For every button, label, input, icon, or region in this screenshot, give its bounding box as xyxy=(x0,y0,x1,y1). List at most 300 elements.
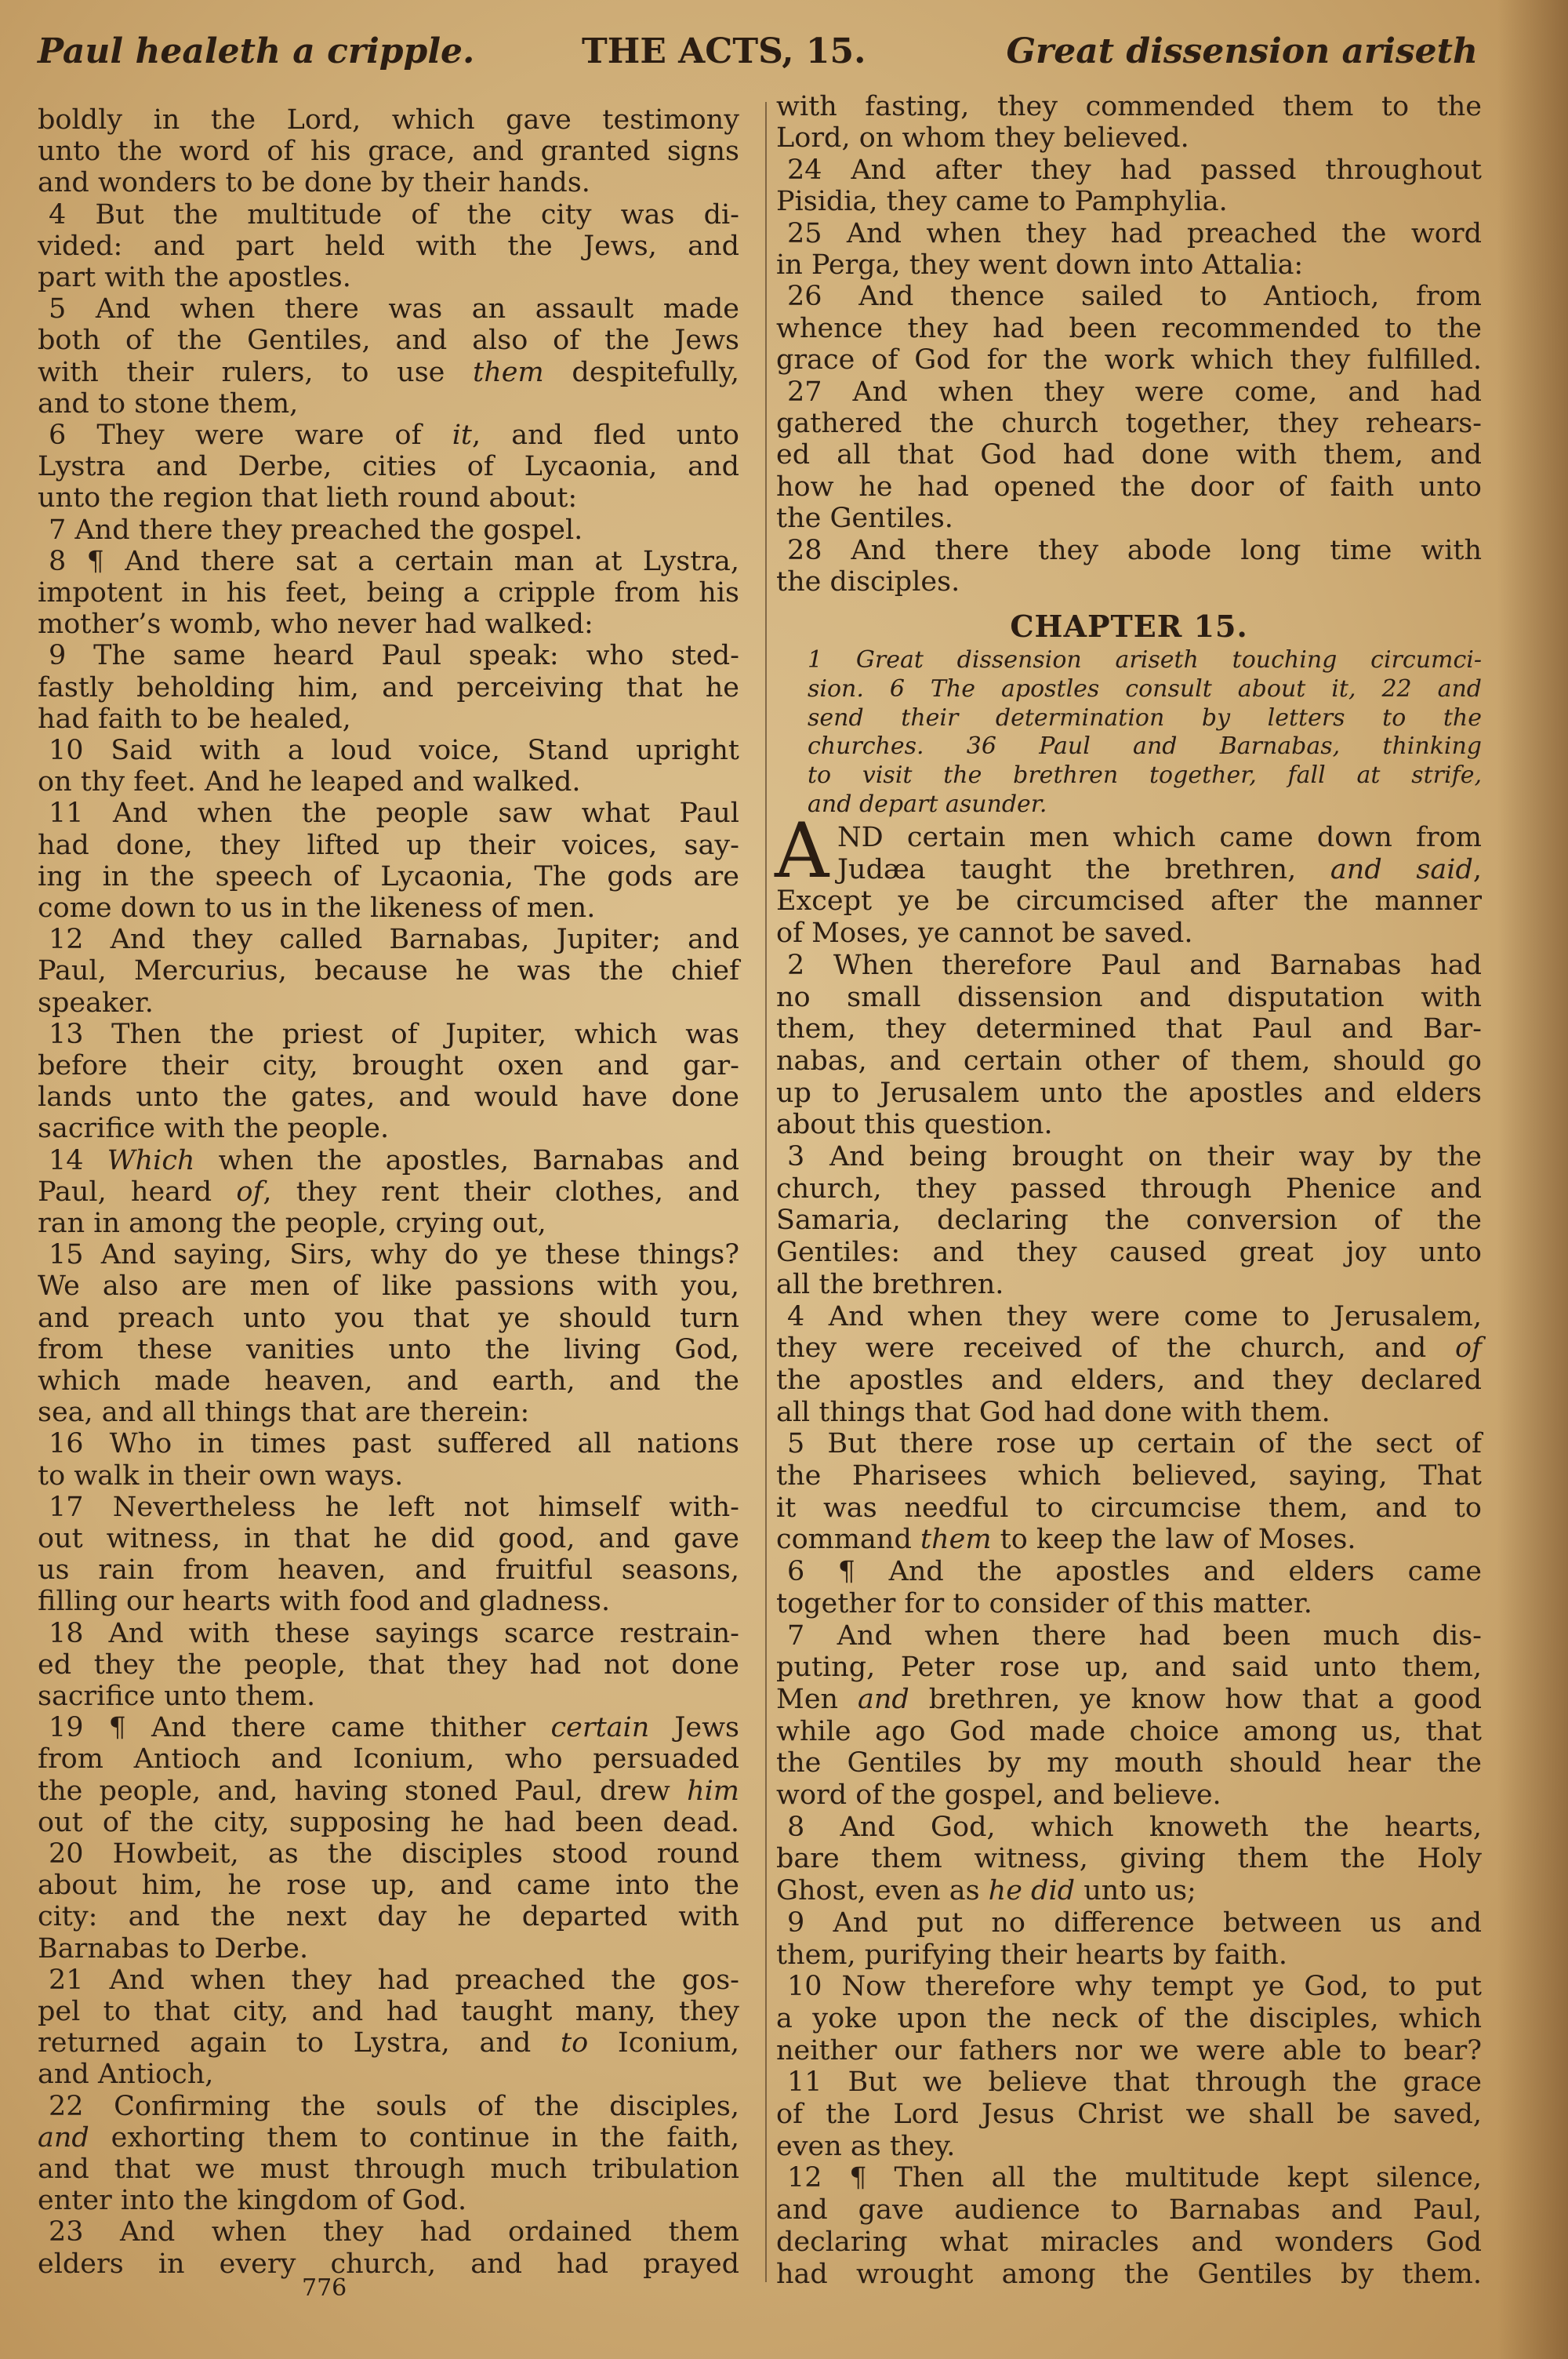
text-segment: bare them witness, giving them the Holy xyxy=(776,1843,1482,1875)
text-line xyxy=(38,1397,739,1428)
text-line xyxy=(776,2003,1482,2034)
text-line xyxy=(776,408,1482,439)
text-segment: Jews xyxy=(649,1712,739,1744)
text-line xyxy=(776,1397,1482,1428)
text-segment: sea, and all things that are therein: xyxy=(38,1397,530,1429)
text-line xyxy=(776,1141,1482,1172)
text-segment: Men xyxy=(776,1683,858,1715)
drop-cap: A xyxy=(775,807,829,895)
text-segment: and wonders to be done by their hands. xyxy=(38,167,590,199)
text-segment: a yoke upon the neck of the disciples, which xyxy=(776,2002,1482,2034)
text-line xyxy=(808,791,1482,822)
text-segment: the people, and, having stoned Paul, drew xyxy=(38,1775,688,1807)
text-line xyxy=(38,293,739,325)
text-segment: the Gentiles. xyxy=(776,503,953,535)
text-segment: mother’s womb, who never had walked: xyxy=(38,609,593,641)
text-segment: 27 And when they were come, and had xyxy=(787,376,1482,408)
text-line xyxy=(38,2122,739,2154)
text-segment: and depart asunder. xyxy=(808,791,1047,818)
text-line xyxy=(776,218,1482,249)
text-segment: word of the gospel, and believe. xyxy=(776,1779,1221,1811)
text-line xyxy=(776,122,1482,154)
text-segment: the Gentiles by my mouth should hear the xyxy=(776,1747,1482,1779)
text-line xyxy=(808,646,1482,678)
text-line xyxy=(38,546,739,577)
text-segment: come down to us in the likeness of men. xyxy=(38,892,596,924)
italic-text: him xyxy=(687,1775,739,1807)
text-segment: speaker. xyxy=(38,987,154,1019)
text-line xyxy=(776,566,1482,598)
text-segment: lands unto the gates, and would have done xyxy=(38,1081,739,1114)
text-line xyxy=(38,1933,739,1965)
text-line xyxy=(837,854,1482,885)
text-line xyxy=(38,1901,739,1932)
text-segment: sacrifice with the people. xyxy=(38,1113,390,1145)
text-segment: despitefully, xyxy=(543,356,740,388)
text-segment: in Perga, they went down into Attalia: xyxy=(776,249,1304,281)
text-segment: to visit the brethren together, fall at strife, xyxy=(808,761,1482,790)
text-line xyxy=(38,1334,739,1365)
text-line xyxy=(776,535,1482,566)
text-line xyxy=(776,376,1482,408)
text-line xyxy=(38,2027,739,2059)
text-segment: 7 And when there had been much dis- xyxy=(787,1619,1482,1652)
text-segment: 18 And with these sayings scarce restrain- xyxy=(49,1617,739,1649)
text-segment: had wrought among the Gentiles by them. xyxy=(776,2258,1482,2290)
text-line xyxy=(38,1270,739,1302)
text-line xyxy=(38,1365,739,1397)
text-segment: Gentiles: and they caused great joy unto xyxy=(776,1237,1482,1269)
text-segment: 24 And after they had passed throughout xyxy=(787,154,1482,186)
italic-text: them xyxy=(920,1524,992,1556)
text-segment: grace of God for the work which they fulfilled. xyxy=(776,344,1482,376)
text-line xyxy=(776,1556,1482,1587)
text-line xyxy=(38,672,739,703)
text-line xyxy=(38,735,739,766)
text-segment: about this question. xyxy=(776,1109,1053,1141)
text-segment: 7 And there they preached the gospel. xyxy=(49,514,583,546)
text-line xyxy=(38,1870,739,1901)
text-segment: ed all that God had done with them, and xyxy=(776,439,1482,471)
text-segment: whence they had been recommended to the xyxy=(776,312,1482,344)
column-divider xyxy=(765,102,767,2282)
text-segment: 20 Howbeit, as the disciples stood round xyxy=(49,1838,739,1870)
text-line xyxy=(837,822,1482,853)
text-segment: filling our hearts with food and gladness. xyxy=(38,1586,611,1618)
text-line xyxy=(808,675,1482,707)
text-line xyxy=(776,1301,1482,1332)
text-segment: had done, they lifted up their voices, say- xyxy=(38,829,739,861)
text-line xyxy=(776,1173,1482,1205)
text-segment: 10 Now therefore why tempt ye God, to put xyxy=(787,1971,1482,2003)
text-segment: command xyxy=(776,1524,920,1556)
text-line xyxy=(38,1996,739,2027)
text-line xyxy=(38,514,739,546)
chapter-heading: CHAPTER 15. xyxy=(1010,609,1248,644)
text-segment: when the apostles, Barnabas and xyxy=(194,1144,739,1176)
italic-text: to xyxy=(561,2027,589,2059)
italic-text: certain xyxy=(550,1712,650,1744)
text-line xyxy=(38,2091,739,2122)
text-line xyxy=(776,1365,1482,1396)
text-line xyxy=(776,186,1482,217)
text-segment: part with the apostles. xyxy=(38,262,351,293)
text-segment: unto us; xyxy=(1075,1875,1196,1907)
text-line xyxy=(776,1269,1482,1300)
text-line xyxy=(776,1779,1482,1811)
text-segment: Lystra and Derbe, cities of Lycaonia, and xyxy=(38,451,739,483)
text-line xyxy=(38,1554,739,1586)
text-segment: both of the Gentiles, and also of the Jews xyxy=(38,325,739,357)
text-line xyxy=(776,154,1482,186)
italic-text: Which xyxy=(107,1144,195,1176)
text-segment: sion. 6 The apostles consult about it, 22 and xyxy=(808,674,1482,703)
text-line xyxy=(38,325,739,356)
text-segment: from these vanities unto the living God, xyxy=(38,1333,739,1365)
text-segment: returned again to Lystra, and xyxy=(38,2027,561,2059)
text-segment: city: and the next day he departed with xyxy=(38,1901,739,1933)
text-line xyxy=(776,2099,1482,2130)
text-segment: Lord, on whom they believed. xyxy=(776,122,1189,154)
text-segment: the Pharisees which believed, saying, That xyxy=(776,1460,1482,1492)
text-segment: and gave audience to Barnabas and Paul, xyxy=(776,2194,1482,2226)
text-segment: together for to consider of this matter. xyxy=(776,1587,1312,1619)
text-segment: the apostles and elders, and they declared xyxy=(776,1364,1482,1396)
italic-text: it xyxy=(452,420,472,451)
text-segment: brethren, ye know how that a good xyxy=(909,1683,1483,1715)
text-line xyxy=(38,2154,739,2185)
text-segment: Pisidia, they came to Pamphylia. xyxy=(776,186,1228,218)
text-segment: us rain from heaven, and fruitful seasons, xyxy=(38,1554,739,1587)
text-segment: how he had opened the door of faith unto xyxy=(776,471,1482,503)
text-segment: elders in every church, and had prayed xyxy=(38,2248,739,2280)
text-line xyxy=(776,918,1482,949)
text-segment: it was needful to circumcise them, and to xyxy=(776,1492,1482,1524)
text-line xyxy=(38,1586,739,1617)
text-line xyxy=(38,2216,739,2248)
text-segment: impotent in his feet, being a cripple from his xyxy=(38,577,739,609)
text-line xyxy=(38,1776,739,1807)
text-segment: and Antioch, xyxy=(38,2059,214,2091)
text-line xyxy=(776,950,1482,981)
text-line xyxy=(38,420,739,451)
text-line xyxy=(38,577,739,609)
text-segment: 1 Great dissension ariseth touching circumci- xyxy=(808,646,1482,674)
text-line xyxy=(776,91,1482,122)
text-segment: out witness, in that he did good, and gave xyxy=(38,1523,739,1554)
text-line xyxy=(38,798,739,829)
text-segment: 28 And there they abode long time with xyxy=(787,534,1482,566)
text-segment: 9 The same heard Paul speak: who sted- xyxy=(49,640,739,672)
text-line xyxy=(776,249,1482,281)
text-line xyxy=(38,357,739,388)
text-segment: with their rulers, to use xyxy=(38,356,474,388)
text-line xyxy=(38,104,739,136)
text-segment: 17 Nevertheless he left not himself with- xyxy=(49,1491,739,1523)
text-line xyxy=(776,503,1482,534)
text-segment: exhorting them to continue in the faith, xyxy=(89,2121,739,2154)
text-segment: Iconium, xyxy=(588,2027,740,2059)
text-line xyxy=(38,2059,739,2090)
text-line xyxy=(776,1237,1482,1268)
italic-text: and xyxy=(38,2121,89,2154)
text-segment: out of the city, supposing he had been dead. xyxy=(38,1806,739,1838)
text-line xyxy=(38,1145,739,1176)
italic-text: and said xyxy=(1330,853,1473,885)
text-line xyxy=(776,1812,1482,1843)
text-line xyxy=(38,1050,739,1081)
text-line xyxy=(776,313,1482,344)
text-line xyxy=(38,609,739,640)
text-segment: and preach unto you that ye should turn xyxy=(38,1302,739,1334)
text-line xyxy=(38,861,739,892)
text-line xyxy=(38,892,739,924)
text-segment: 13 Then the priest of Jupiter, which was xyxy=(49,1018,739,1050)
text-line xyxy=(808,732,1482,764)
text-line xyxy=(776,1843,1482,1874)
text-segment: to keep the law of Moses. xyxy=(991,1524,1356,1556)
text-line xyxy=(38,199,739,231)
text-segment: and to stone them, xyxy=(38,387,299,420)
text-segment: with fasting, they commended them to the xyxy=(776,91,1482,122)
text-line xyxy=(776,1684,1482,1715)
text-segment: them, purifying their hearts by faith. xyxy=(776,1939,1288,1971)
text-segment: before their city, brought oxen and gar- xyxy=(38,1050,739,1081)
text-segment: , and fled unto xyxy=(471,420,739,451)
text-segment: sacrifice unto them. xyxy=(38,1681,316,1712)
text-line xyxy=(38,640,739,671)
text-line xyxy=(38,1492,739,1523)
text-line xyxy=(38,1460,739,1492)
text-line xyxy=(38,1081,739,1113)
text-segment: 16 Who in times past suffered all nations xyxy=(49,1428,739,1460)
text-segment: all the brethren. xyxy=(776,1268,1004,1300)
italic-text: of xyxy=(1454,1332,1482,1365)
text-line xyxy=(776,1652,1482,1683)
text-segment: church, they passed through Phenice and xyxy=(776,1172,1482,1205)
text-line xyxy=(776,1939,1482,1971)
text-segment: , xyxy=(1472,853,1482,885)
text-segment: even as they. xyxy=(776,2130,956,2162)
text-line xyxy=(808,761,1482,793)
italic-text: he did xyxy=(988,1875,1076,1907)
text-segment: ND certain men which came down from xyxy=(837,822,1482,853)
text-segment: 11 But we believe that through the grace xyxy=(787,2066,1482,2099)
text-segment: Samaria, declaring the conversion of the xyxy=(776,1205,1482,1237)
text-line xyxy=(776,1492,1482,1524)
text-line xyxy=(776,1524,1482,1555)
text-line xyxy=(38,167,739,198)
text-segment: they were received of the church, and xyxy=(776,1332,1455,1365)
text-line xyxy=(776,439,1482,471)
text-segment: which made heaven, and earth, and the xyxy=(38,1365,739,1397)
text-segment: 11 And when the people saw what Paul xyxy=(49,798,739,830)
text-line xyxy=(776,1620,1482,1652)
text-line xyxy=(38,1523,739,1554)
text-segment: 23 And when they had ordained them xyxy=(49,2216,739,2248)
text-segment: 6 ¶ And the apostles and elders came xyxy=(787,1556,1482,1588)
running-head-left: Paul healeth a cripple. xyxy=(38,31,475,71)
text-line xyxy=(38,1838,739,1870)
text-segment: puting, Peter rose up, and said unto them, xyxy=(776,1652,1482,1684)
text-line xyxy=(776,2226,1482,2258)
text-line xyxy=(776,2162,1482,2194)
text-line xyxy=(776,1332,1482,1364)
text-segment: Paul, heard xyxy=(38,1176,237,1208)
text-line xyxy=(776,1045,1482,1077)
text-line xyxy=(38,451,739,482)
text-segment: while ago God made choice among us, that xyxy=(776,1715,1482,1747)
text-line xyxy=(776,1588,1482,1619)
text-line xyxy=(38,136,739,167)
text-segment: 5 But there rose up certain of the sect of xyxy=(787,1428,1482,1460)
text-segment: 5 And when there was an assault made xyxy=(49,293,739,325)
page-number: 776 xyxy=(302,2274,347,2302)
text-segment: no small dissension and disputation with xyxy=(776,981,1482,1013)
text-segment: on thy feet. And he leaped and walked. xyxy=(38,766,581,798)
text-line xyxy=(776,2066,1482,2098)
text-segment: 14 xyxy=(49,1144,107,1176)
text-line xyxy=(38,388,739,420)
text-segment: 22 Confirming the souls of the disciples, xyxy=(49,2090,739,2122)
text-segment: unto the region that lieth round about: xyxy=(38,482,578,514)
text-line xyxy=(38,1303,739,1334)
text-line xyxy=(776,1205,1482,1236)
text-segment: 25 And when they had preached the word xyxy=(787,217,1482,249)
text-segment: declaring what miracles and wonders God xyxy=(776,2226,1482,2258)
text-segment: neither our fathers nor we were able to bear? xyxy=(776,2034,1482,2066)
text-line xyxy=(38,2248,739,2280)
text-line xyxy=(38,1208,739,1239)
text-line xyxy=(38,703,739,735)
text-line xyxy=(38,1807,739,1838)
italic-text: of xyxy=(236,1176,263,1208)
text-line xyxy=(38,955,739,987)
text-line xyxy=(776,1716,1482,1747)
text-segment: 8 ¶ And there sat a certain man at Lystra, xyxy=(49,545,739,577)
text-segment: about him, he rose up, and came into the xyxy=(38,1870,739,1902)
text-line xyxy=(38,482,739,514)
text-segment: up to Jerusalem unto the apostles and elders xyxy=(776,1077,1482,1109)
text-line xyxy=(38,1239,739,1270)
running-head-center: THE ACTS, 15. xyxy=(582,31,866,71)
text-segment: 15 And saying, Sirs, why do ye these things? xyxy=(49,1239,739,1271)
text-segment: 2 When therefore Paul and Barnabas had xyxy=(787,949,1482,981)
text-line xyxy=(776,1078,1482,1109)
text-segment: Judæa taught the brethren, xyxy=(837,853,1330,885)
text-line xyxy=(38,262,739,293)
text-line xyxy=(38,2185,739,2216)
text-line xyxy=(776,982,1482,1013)
text-line xyxy=(776,1109,1482,1140)
text-segment: Except ye be circumcised after the manner xyxy=(776,885,1482,918)
text-line xyxy=(776,1747,1482,1779)
text-line xyxy=(38,1649,739,1681)
running-head-right: Great dissension ariseth xyxy=(1006,31,1478,71)
text-segment: 10 Said with a loud voice, Stand upright xyxy=(49,735,739,766)
text-segment: from Antioch and Iconium, who persuaded xyxy=(38,1743,739,1776)
text-segment: and that we must through much tribulation xyxy=(38,2154,739,2185)
page-edge-shadow xyxy=(1497,0,1568,2359)
text-segment: of Moses, ye cannot be saved. xyxy=(776,918,1193,950)
text-line xyxy=(38,1428,739,1459)
text-segment: 8 And God, which knoweth the hearts, xyxy=(787,1811,1482,1843)
text-segment: 12 And they called Barnabas, Jupiter; and xyxy=(49,924,739,956)
text-segment: gathered the church together, they rehears- xyxy=(776,408,1482,439)
text-line xyxy=(38,1743,739,1775)
text-line xyxy=(38,1681,739,1712)
text-segment: ran in among the people, crying out, xyxy=(38,1208,546,1239)
text-line xyxy=(776,344,1482,376)
text-segment: pel to that city, and had taught many, they xyxy=(38,1996,739,2027)
text-segment: Paul, Mercurius, because he was the chief xyxy=(38,955,739,987)
text-segment: , they rent their clothes, and xyxy=(263,1176,740,1208)
text-line xyxy=(38,766,739,798)
text-segment: 12 ¶ Then all the multitude kept silence, xyxy=(787,2162,1482,2194)
text-line xyxy=(776,2035,1482,2066)
text-segment: send their determination by letters to the xyxy=(808,703,1482,732)
text-segment: had faith to be healed, xyxy=(38,703,351,735)
text-segment: 9 And put no difference between us and xyxy=(787,1906,1482,1939)
text-line xyxy=(38,231,739,262)
text-line xyxy=(776,471,1482,503)
text-segment: vided: and part held with the Jews, and xyxy=(38,230,739,262)
text-segment: ing in the speech of Lycaonia, The gods are xyxy=(38,860,739,892)
text-segment: Barnabas to Derbe. xyxy=(38,1932,309,1965)
text-line xyxy=(38,1176,739,1208)
text-segment: enter into the kingdom of God. xyxy=(38,2185,467,2217)
text-line xyxy=(808,704,1482,736)
text-segment: fastly beholding him, and perceiving that he xyxy=(38,671,739,703)
text-segment: boldly in the Lord, which gave testimony xyxy=(38,104,739,136)
text-line xyxy=(776,1907,1482,1939)
text-segment: of the Lord Jesus Christ we shall be saved, xyxy=(776,2099,1482,2130)
text-segment: all things that God had done with them. xyxy=(776,1396,1330,1428)
text-segment: unto the word of his grace, and granted signs xyxy=(38,136,739,168)
text-segment: 26 And thence sailed to Antioch, from xyxy=(787,281,1482,313)
text-segment: 21 And when they had preached the gos- xyxy=(49,1964,739,1996)
text-line xyxy=(38,924,739,955)
italic-text: them xyxy=(473,356,544,388)
text-line xyxy=(38,1712,739,1743)
text-segment: churches. 36 Paul and Barnabas, thinking xyxy=(808,732,1482,761)
text-segment: Ghost, even as xyxy=(776,1875,989,1907)
text-segment: 4 And when they were come to Jerusalem, xyxy=(787,1300,1482,1332)
text-line xyxy=(38,1965,739,1996)
text-line xyxy=(38,987,739,1019)
text-line xyxy=(38,1019,739,1050)
italic-text: and xyxy=(858,1683,909,1715)
text-segment: 4 But the multitude of the city was di- xyxy=(49,198,739,231)
text-segment: 19 ¶ And there came thither xyxy=(49,1712,551,1744)
text-line xyxy=(38,1618,739,1649)
text-line xyxy=(776,1428,1482,1459)
text-segment: the disciples. xyxy=(776,566,960,598)
text-line xyxy=(776,281,1482,312)
text-segment: them, they determined that Paul and Bar- xyxy=(776,1013,1482,1045)
text-line xyxy=(38,1113,739,1144)
text-line xyxy=(776,2194,1482,2226)
text-segment: 6 They were ware of xyxy=(49,420,452,451)
text-line xyxy=(776,1971,1482,2002)
text-line xyxy=(776,1460,1482,1492)
text-line xyxy=(776,1875,1482,1906)
text-segment: We also are men of like passions with you, xyxy=(38,1270,739,1303)
text-line xyxy=(776,885,1482,917)
text-line xyxy=(776,2259,1482,2290)
text-segment: nabas, and certain other of them, should go xyxy=(776,1045,1482,1077)
text-segment: to walk in their own ways. xyxy=(38,1459,404,1492)
